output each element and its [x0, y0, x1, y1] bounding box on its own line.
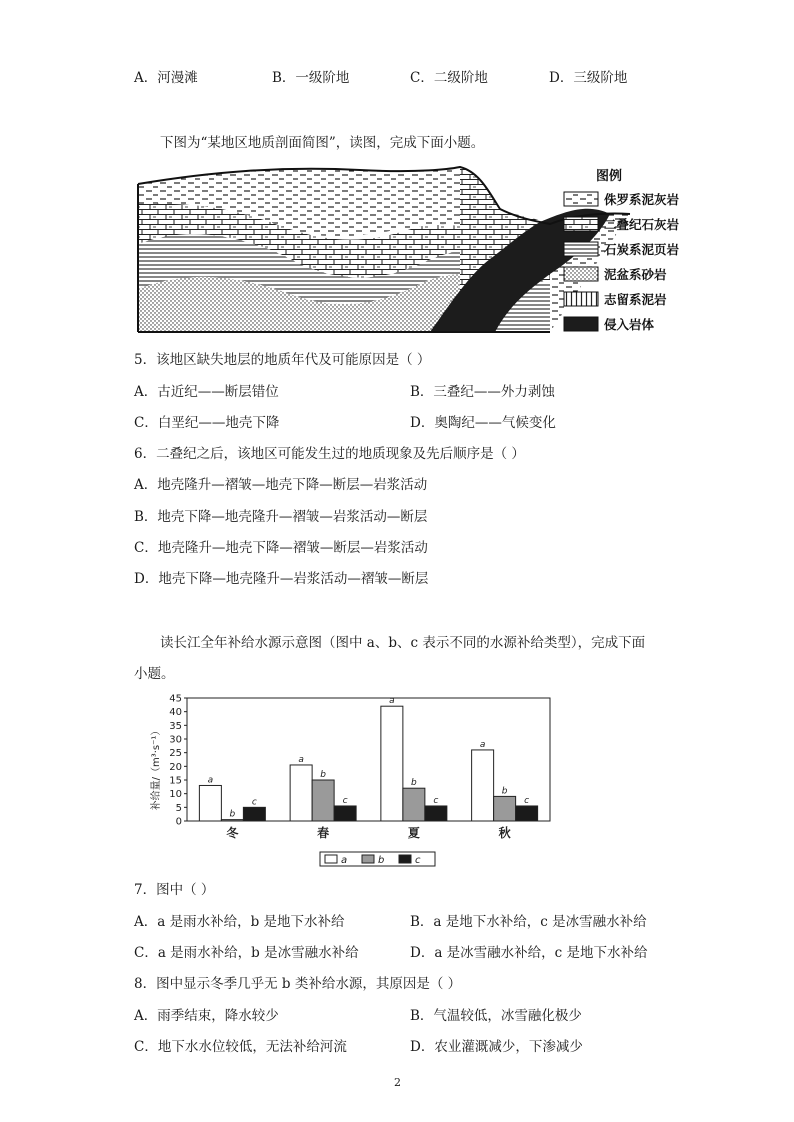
bar-label-c: c	[251, 797, 257, 808]
bar-label-c: c	[342, 795, 348, 806]
legend-swatch-c	[399, 855, 411, 863]
y-tick-label: 0	[175, 816, 182, 828]
y-tick-label: 20	[169, 761, 182, 773]
legend-swatch-b	[362, 855, 374, 863]
q6-option-b: B．地壳下降—地壳隆升—褶皱—岩浆活动—断层	[134, 509, 428, 525]
q7-option-c: C．a 是雨水补给，b 是冰雪融水补给	[134, 945, 359, 961]
legend-label-carboniferous: 石炭系泥页岩	[604, 242, 680, 257]
q4-option-d: D．三级阶地	[549, 70, 628, 86]
bar-label-b: b	[411, 778, 417, 789]
bar-a	[290, 765, 312, 821]
bar-c	[425, 806, 447, 821]
q6-option-c: C．地壳隆升—地壳下降—褶皱—断层—岩浆活动	[134, 540, 428, 556]
bar-label-b: b	[501, 786, 508, 797]
q7-option-a: A．a 是雨水补给，b 是地下水补给	[134, 914, 345, 930]
bar-c	[516, 806, 538, 821]
legend-label-devonian: 泥盆系砂岩	[604, 267, 667, 282]
intro-yangtze: 读长江全年补给水源示意图（图中 a、b、c 表示不同的水源补给类型），完成下面	[160, 635, 646, 651]
q8-option-b: B．气温较低，冰雪融化极少	[410, 1008, 582, 1024]
legend-label-a: a	[341, 855, 348, 866]
q8-stem: 8．图中显示冬季几乎无 b 类补给水源，其原因是（ ）	[134, 976, 462, 992]
bar-label-a: a	[207, 775, 214, 786]
q8-option-c: C．地下水水位较低，无法补给河流	[134, 1039, 347, 1055]
bar-c	[243, 807, 265, 821]
legend-swatch-intrusive	[564, 317, 598, 331]
bar-label-b: b	[229, 809, 236, 820]
legend-swatch-silurian	[564, 292, 598, 306]
page-number: 2	[394, 1076, 401, 1089]
y-tick-label: 5	[175, 802, 182, 814]
q4-option-a: A．河漫滩	[134, 70, 198, 86]
q6-option-a: A．地壳隆升—褶皱—地壳下降—断层—岩浆活动	[134, 477, 428, 493]
q4-option-c: C．二级阶地	[410, 70, 488, 86]
bar-c	[334, 806, 356, 821]
q5-option-d: D．奥陶纪——气候变化	[410, 415, 556, 431]
y-tick-label: 40	[169, 707, 182, 719]
bar-b	[403, 788, 425, 821]
legend-label-intrusive: 侵入岩体	[604, 317, 655, 332]
bar-a	[381, 706, 403, 821]
legend-label-c: c	[415, 855, 421, 866]
x-category-label: 冬	[226, 826, 239, 840]
intro-yangtze-cont: 小题。	[134, 666, 175, 682]
q5-option-c: C．白垩纪——地壳下降	[134, 415, 280, 431]
legend-swatch-jurassic	[564, 192, 598, 206]
q4-option-b: B．一级阶地	[272, 70, 350, 86]
bar-b	[494, 796, 516, 821]
bar-label-c: c	[433, 795, 439, 806]
bar-label-c: c	[524, 795, 530, 806]
q5-stem: 5．该地区缺失地层的地质年代及可能原因是（ ）	[134, 352, 431, 368]
x-category-label: 春	[317, 826, 330, 840]
q7-option-d: D．a 是冰雪融水补给，c 是地下水补给	[410, 945, 648, 961]
legend-label-jurassic: 侏罗系泥灰岩	[604, 192, 680, 207]
y-tick-label: 45	[169, 693, 182, 705]
legend-title: 图例	[596, 169, 623, 184]
y-tick-label: 10	[169, 789, 182, 801]
q7-option-b: B．a 是地下水补给，c 是冰雪融水补给	[410, 914, 647, 930]
y-axis-label: 补给量/（m³·s⁻¹）	[151, 725, 162, 811]
q8-option-d: D．农业灌溉减少，下渗减少	[410, 1039, 583, 1055]
q7-stem: 7．图中（ ）	[134, 882, 215, 898]
legend-swatch-carboniferous	[564, 242, 598, 256]
bar-a	[472, 750, 494, 821]
bar-label-a: a	[298, 754, 304, 765]
legend-label-permian: 二叠纪石灰岩	[604, 217, 680, 232]
intro-geologic-section: 下图为“某地区地质剖面简图”，读图，完成下面小题。	[160, 135, 485, 151]
legend-swatch-a	[325, 855, 337, 863]
supply-bar-chart	[145, 690, 565, 870]
q5-option-b: B．三叠纪——外力剥蚀	[410, 384, 555, 400]
x-category-label: 秋	[498, 826, 511, 840]
y-tick-label: 30	[169, 734, 182, 746]
bar-b	[312, 780, 334, 821]
legend-label-silurian: 志留系泥岩	[604, 292, 667, 307]
geologic-section-figure	[130, 164, 690, 336]
bar-label-a: a	[389, 696, 395, 707]
q6-stem: 6．二叠纪之后，该地区可能发生过的地质现象及先后顺序是（ ）	[134, 446, 525, 462]
q6-option-d: D．地壳下降—地壳隆升—岩浆活动—褶皱—断层	[134, 571, 429, 587]
q5-option-a: A．古近纪——断层错位	[134, 384, 279, 400]
legend-swatch-permian	[564, 217, 598, 231]
y-tick-label: 25	[169, 748, 182, 760]
y-tick-label: 35	[169, 720, 182, 732]
q8-option-a: A．雨季结束，降水较少	[134, 1008, 279, 1024]
x-category-label: 夏	[407, 826, 420, 840]
legend-swatch-devonian	[564, 267, 598, 281]
legend-label-b: b	[378, 855, 385, 866]
bar-label-a: a	[479, 739, 486, 750]
bar-label-b: b	[320, 770, 326, 780]
bar-a	[199, 785, 221, 821]
y-tick-label: 15	[169, 775, 182, 787]
